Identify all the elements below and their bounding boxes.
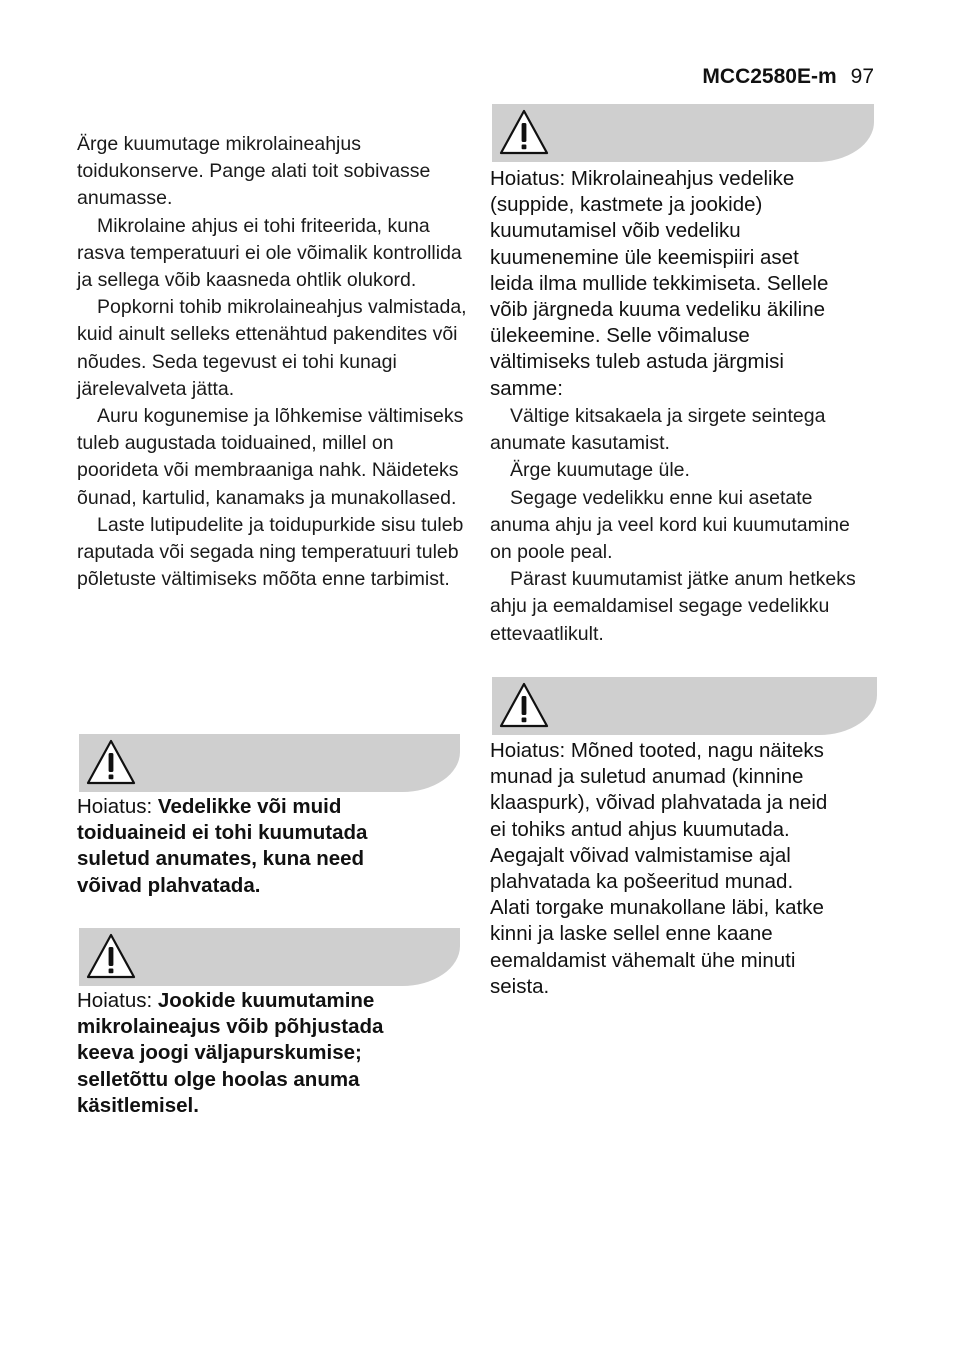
- warning-line: Aegajalt võivad valmistamise ajal: [490, 843, 791, 867]
- warning-banner: [79, 928, 460, 986]
- warning-line: ülekeemine. Selle võimaluse: [490, 324, 750, 348]
- warning-line: toiduaineid ei tohi kuumutada: [77, 821, 368, 845]
- warning-line: käsitlemisel.: [77, 1093, 199, 1117]
- steps-list: [490, 403, 870, 648]
- warning-prefix: Hoiatus:: [77, 795, 158, 818]
- paragraph: Laste lutipudelite ja toidupurkide sisu tuleb raputada või segada ning temperatuuri tuleb põletuste vältimiseks mõõta enne tarbimist.: [77, 513, 464, 591]
- warning-line: selletõttu olge hoolas anuma: [77, 1067, 360, 1091]
- paragraph: Auru kogunemise ja lõhkemise vältimiseks tuleb augustada toiduained, millel on pooridetа või membraaniga nahk. Näideteks õunad, kartulid, kanamaks ja munakollased.: [77, 405, 464, 509]
- warning-banner: [79, 734, 460, 792]
- warning-line: (suppide, kastmete ja jookide): [490, 193, 763, 217]
- warning-line: seista.: [490, 974, 550, 998]
- warning-prefix: Hoiatus:: [77, 989, 158, 1012]
- warning-line: mikrolaineajus võib põhjustada: [77, 1015, 384, 1039]
- warning-banner: [492, 677, 877, 735]
- step-item: Vältige kitsakaela ja sirgete seintega anumate kasutamist.: [490, 405, 826, 455]
- page-header: [702, 64, 874, 90]
- warning-line: eemaldamist vähemalt ühe minuti: [490, 948, 796, 972]
- left-column-text: [77, 131, 469, 593]
- warning-line: Jookide kuumutamine: [157, 989, 375, 1012]
- warning-triangle-icon: [498, 108, 550, 156]
- warning-line: Vedelikke või muid: [157, 795, 342, 818]
- warning-text: [490, 738, 890, 1000]
- warning-line: Hoiatus: Mõned tooted, nagu näiteks: [490, 739, 824, 762]
- warning-banner: [492, 104, 874, 162]
- warning-line: Hoiatus: Mikrolaineahjus vedelike: [490, 167, 795, 190]
- warning-line: kuumenemine üle keemispiiri aset: [490, 245, 799, 269]
- warning-line: vältimiseks tuleb astuda järgmisi: [490, 350, 784, 374]
- warning-triangle-icon: [85, 738, 137, 786]
- warning-line: plahvatada ka pošeeritud munad.: [490, 870, 794, 894]
- warning-line: kinni ja laske sellel enne kaane: [490, 922, 773, 946]
- warning-line: ei tohiks antud ahjus kuumutada.: [490, 817, 790, 841]
- warning-line: suletud anumates, kuna need: [77, 847, 365, 871]
- warning-line: leida ilma mullide tekkimiseta. Sellele: [490, 271, 829, 295]
- warning-triangle-icon: [85, 932, 137, 980]
- step-item: Segage vedelikku enne kui asetate anuma ahju ja veel kord kui kuumutamine on poole peal.: [490, 486, 850, 564]
- step-item: Ärge kuumutage üle.: [510, 459, 690, 482]
- warning-line: võib järgneda kuuma vedeliku äkiline: [490, 298, 826, 322]
- warning-text: [490, 166, 890, 402]
- warning-line: keeva joogi väljapurskumise;: [77, 1041, 362, 1065]
- warning-line: Alati torgake munakollane läbi, katke: [490, 896, 824, 920]
- warning-line: kuumutamisel võib vedeliku: [490, 219, 741, 243]
- page-number: 97: [850, 65, 874, 88]
- warning-line: samme:: [490, 376, 563, 400]
- step-item: Pärast kuumutamist jätke anum hetkeks ahju ja eemaldamisel segage vedelikku ettevaatlikult.: [490, 568, 856, 645]
- warning-text: [77, 794, 467, 899]
- warning-line: munad ja suletud anumad (kinnine: [490, 765, 804, 789]
- paragraph: Mikrolaine ahjus ei tohi friteerida, kuna rasva temperatuuri ei ole võimalik kontrollida ja sellega võib kaasneda ohtlik olukord.: [77, 214, 462, 292]
- paragraph: Ärge kuumutage mikrolaineahjus toidukonserve. Pange alati toit sobivasse anumasse.: [77, 133, 431, 210]
- model-number: MCC2580E-m: [702, 65, 837, 88]
- warning-line: võivad plahvatada.: [77, 873, 261, 897]
- warning-text: [77, 988, 467, 1119]
- paragraph: Popkorni tohib mikrolaineahjus valmistada, kuid ainult selleks ettenähtud pakendites või nõudes. Seda tegevust ei tohi kunagi järelevalveta jätta.: [77, 296, 467, 400]
- warning-triangle-icon: [498, 681, 550, 729]
- warning-line: klaaspurk), võivad plahvatada ja neid: [490, 791, 828, 815]
